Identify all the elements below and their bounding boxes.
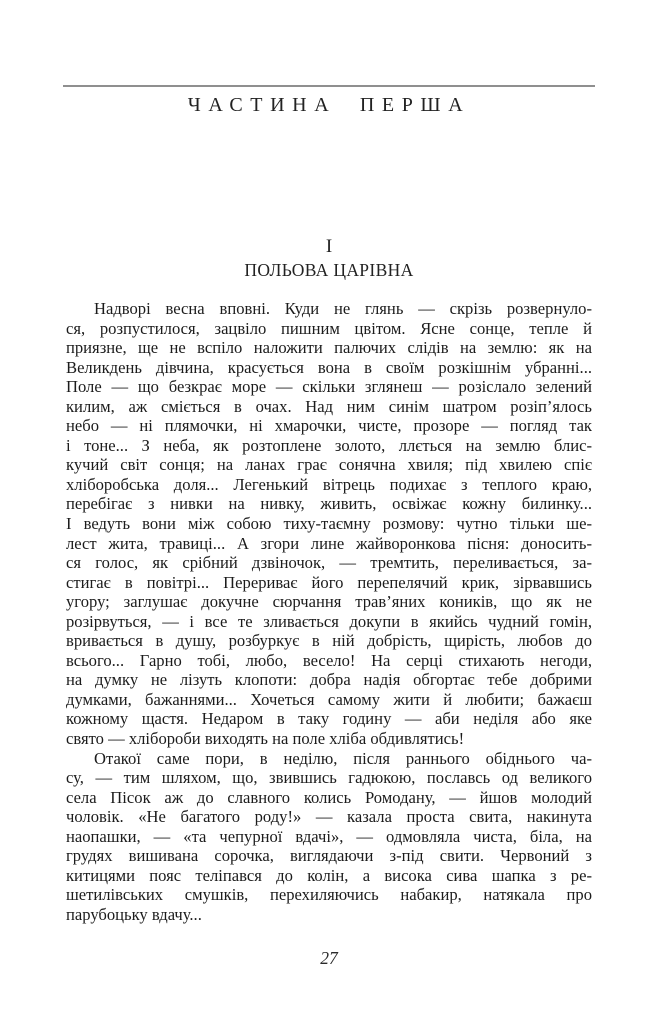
body-text [66, 299, 592, 925]
text-line: на думку не лізуть клопоти: добра надія обгортає тебе добрими [66, 670, 592, 690]
text-line: села Пісок аж до славного колись Ромодану, — йшов молодий [66, 787, 592, 807]
text-line: Отакої саме пори, в неділю, після раннього обіднього ча- [94, 748, 592, 768]
text-line: небо — ні плямочки, ні хмарочки, чисте, прозоре — погляд так [66, 416, 592, 436]
text-line: свято — хлібороби виходять на поле хліба обдивлятись! [66, 729, 465, 749]
text-line: Великдень дівчина, красується вона в своїм розкішнім убранні... [66, 357, 592, 377]
text-line: угору; заглушає докучне сюрчання трав’яних коників, що як не [66, 592, 592, 612]
paragraph-2 [66, 749, 592, 925]
text-line: грудях вишивана сорочка, виглядаючи з-під свити. Червоний з [66, 846, 592, 866]
text-line: чоловік. «Не багатого роду!» — казала проста свита, накинута [66, 807, 592, 827]
text-line: приязне, ще не вспіло наложити палючих слідів на землю: як на [66, 338, 592, 358]
text-line: Надворі весна вповні. Куди не глянь — скрізь розвернуло- [94, 299, 592, 318]
text-line: лест жита, травиці... А згори лине жайворонкова пісня: доносить- [66, 533, 592, 553]
text-line: китицями пояс теліпався до колін, а висока сива шапка з ре- [66, 865, 592, 885]
header-rule [63, 85, 595, 87]
text-line: думками, бажаннями... Хочеться самому жити й любити; бажаєш [66, 689, 592, 709]
part-title: ЧАСТИНА ПЕРША [187, 94, 471, 116]
text-line: вривається в душу, розбуркує в ній добрість, щирість, любов до [66, 631, 592, 651]
text-line: килим, аж сміється в очах. Над ним синім шатром розіп’ялось [66, 396, 592, 416]
text-line: наопашки, — «та чепурної вдачі», — одмовляла чиста, біла, на [66, 826, 592, 846]
text-line: перебігає з нивки на нивку, живить, освіжає кожну билинку... [66, 494, 592, 514]
text-line: хліборобська доля... Легенький вітрець подихає з теплого краю, [66, 474, 592, 494]
text-line: су, — тим шляхом, що, звившись гадюкою, пославсь од великого [66, 768, 592, 788]
paragraph-1 [66, 299, 592, 749]
chapter-number: I [325, 236, 333, 257]
text-line: розірвуться, — і все те зливається докупи в якийсь чудний гомін, [66, 611, 592, 631]
text-line: Поле — що безкрає море — скільки зглянеш — розіслало зелений [66, 377, 592, 397]
text-line: шетилівських смушків, перехиляючись набакир, натякала про [66, 885, 592, 905]
text-line: всього... Гарно тобі, любо, весело! На серці стихають негоди, [66, 650, 592, 670]
text-line: І ведуть вони між собою тиху-таємну розмову: чутно тільки ше- [66, 514, 592, 534]
text-line: кучий світ сонця; на ланах грає сонячна хвиля; під хвилею спіє [66, 455, 592, 475]
text-line: і тоне... З неба, як розтоплене золото, ллється на землю блис- [66, 435, 592, 455]
text-line: кожному щастя. Недаром в таку годину — аби неділя або яке [66, 709, 592, 729]
text-line: ся, розпустилося, зацвіло пишним цвітом. Ясне сонце, тепле й [66, 318, 592, 338]
text-line: стигає в повітрі... Перериває його перепелячий крик, зірвавшись [66, 572, 592, 592]
page-number: 27 [320, 948, 338, 968]
text-line: парубоцьку вдачу... [66, 904, 202, 924]
text-line: ся голос, як срібний дзвіночок, — тремтить, переливається, за- [66, 553, 592, 573]
chapter-title: ПОЛЬОВА ЦАРІВНА [244, 260, 414, 280]
